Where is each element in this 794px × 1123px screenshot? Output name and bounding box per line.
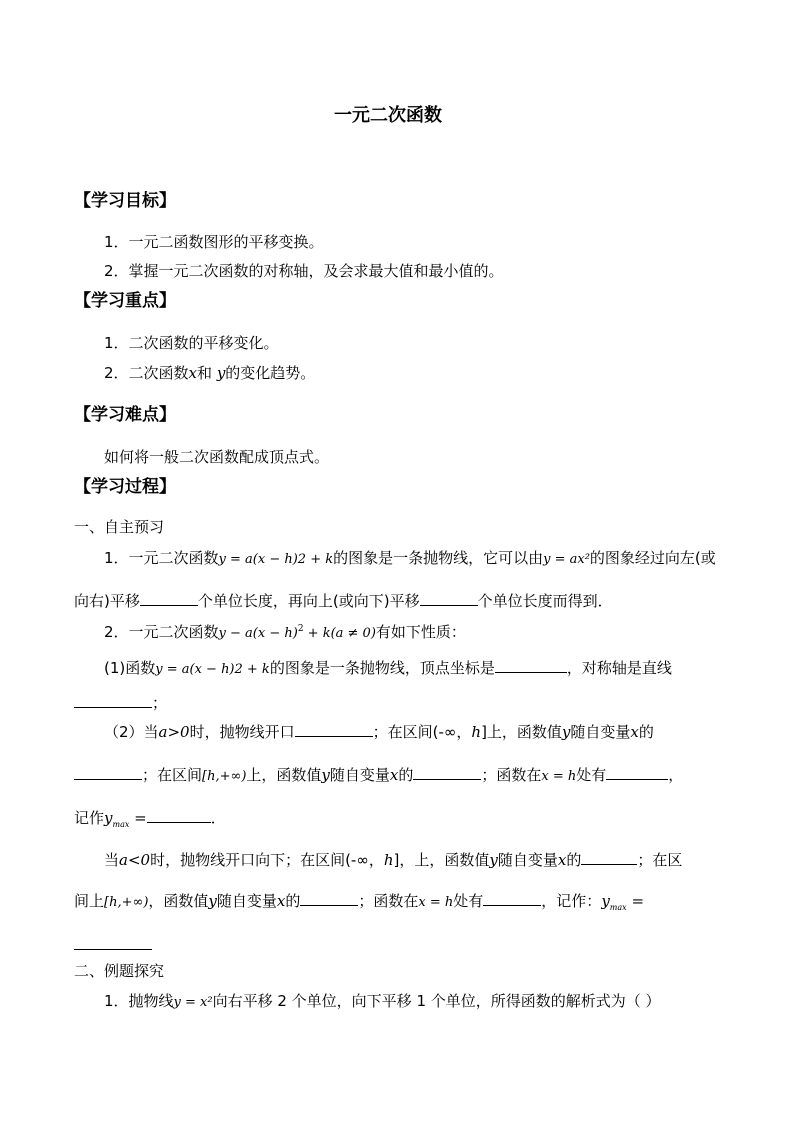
focus-item-2: 2．二次函数x和 y的变化趋势。	[104, 364, 316, 382]
part1-q1-line1: 1．一元二次函数y = a(x − h)2 + k的图象是一条抛物线，它可以由y = ax²的图象经过向左(或	[104, 549, 716, 567]
part2-heading: 二、例题探究	[74, 962, 165, 980]
section-heading-focus: 【学习重点】	[74, 291, 176, 311]
goal-item-2: 2．掌握一元二次函数的对称轴，及会求最大值和最小值的。	[104, 262, 504, 280]
blank-opening[interactable]	[295, 722, 373, 737]
blank-extreme[interactable]	[606, 765, 668, 780]
property-2-line2: ；在区间[h,+∞)上，函数值y随自变量x的 ；函数在x = h处有 ，	[74, 765, 683, 787]
property-3-line: 当a<0时，抛物线开口向下；在区间(-∞，h]，上，函数值y随自变量x的 ；在区	[104, 851, 683, 869]
part1-heading: 一、自主预习	[74, 518, 165, 536]
property-2-line: （2）当a>0时，抛物线开口 ；在区间(-∞，h]上，函数值y随自变量x的	[104, 723, 654, 741]
section-heading-difficulty: 【学习难点】	[74, 405, 176, 425]
section-heading-process: 【学习过程】	[74, 477, 176, 497]
property-1-line: (1)函数y = a(x − h)2 + k的图象是一条抛物线，顶点坐标是 ，对称轴是直线	[104, 659, 672, 677]
part1-q1-line2: 向右)平移 个单位长度，再向上(或向下)平移 个单位长度而得到．	[74, 592, 613, 610]
blank-ymax[interactable]	[147, 808, 211, 823]
section-heading-goals: 【学习目标】	[74, 191, 176, 211]
blank-trend-left-2[interactable]	[581, 850, 637, 865]
blank-shift-vertical[interactable]	[420, 591, 478, 606]
blank-axis[interactable]	[74, 693, 152, 708]
blank-extreme-2[interactable]	[483, 891, 541, 906]
difficulty-text: 如何将一般二次函数配成顶点式。	[104, 448, 330, 466]
blank-trend-right-2[interactable]	[300, 891, 358, 906]
part2-q1-line: 1．抛物线y = x²向右平移 2 个单位，向下平移 1 个单位，所得函数的解析式为（ ）	[104, 992, 661, 1010]
blank-trend-left[interactable]	[74, 765, 142, 780]
property-2-line3: 记作$y_{max}$ = ．	[74, 809, 226, 829]
goal-item-1: 1．一元二函数图形的平移变换。	[104, 233, 324, 251]
page-title: 一元二次函数	[334, 105, 442, 126]
blank-shift-horizontal[interactable]	[140, 591, 198, 606]
blank-ymin[interactable]	[74, 949, 152, 950]
blank-trend-right[interactable]	[413, 765, 481, 780]
part1-q2-line: 2．一元二次函数$y - a(x - h)^2 + k(a \ne 0)$有如下性质：	[104, 623, 466, 641]
focus-item-1: 1．二次函数的平移变化。	[104, 334, 279, 352]
blank-vertex[interactable]	[495, 658, 567, 673]
property-3-line2: 间上[h,+∞)，函数值y随自变量x的 ；函数在x = h处有 ，记作：$y_{max}$ =	[74, 892, 645, 912]
property-1-line2: ；	[74, 693, 167, 713]
